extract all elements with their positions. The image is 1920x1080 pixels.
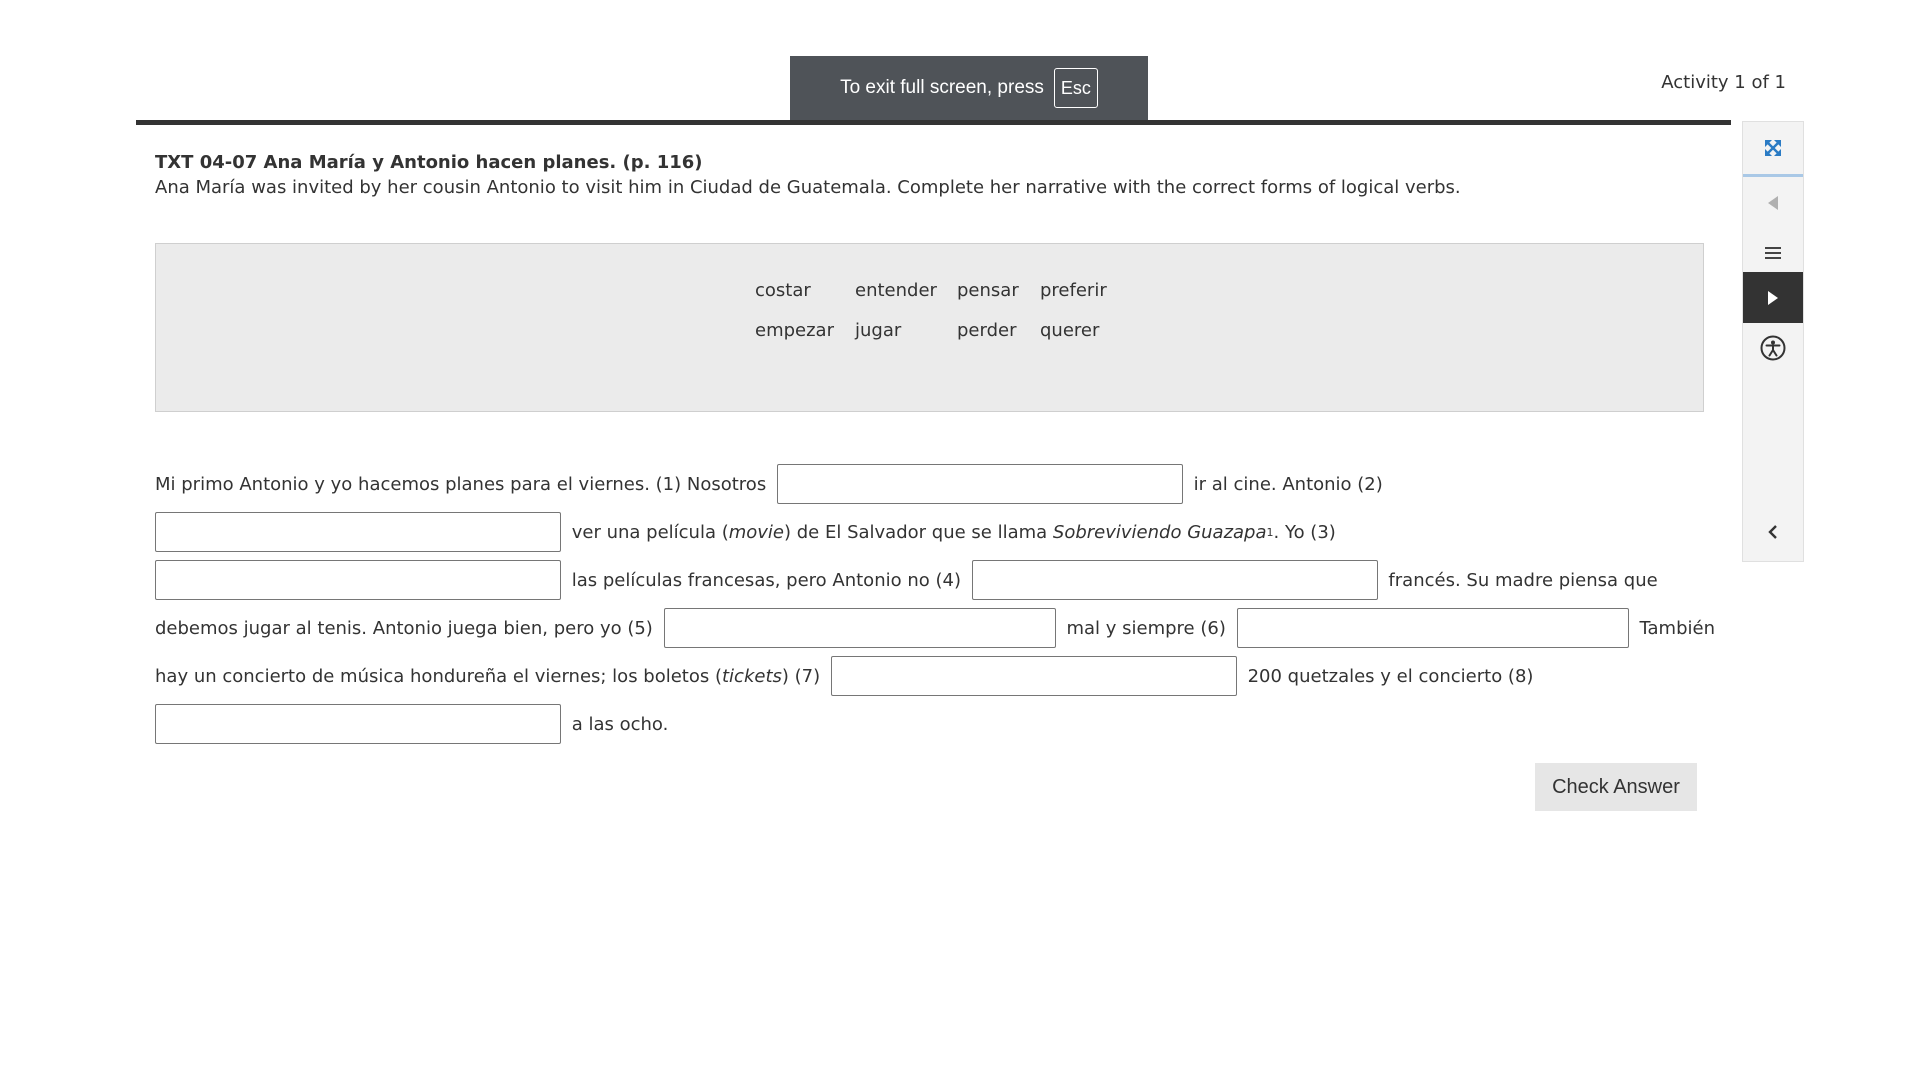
activity-counter: Activity 1 of 1 bbox=[1661, 72, 1786, 93]
passage-line bbox=[155, 700, 1715, 748]
check-answer-button[interactable]: Check Answer bbox=[1535, 763, 1697, 811]
word-bank bbox=[155, 243, 1704, 412]
previous-button[interactable] bbox=[1743, 178, 1803, 228]
passage-text: ver una película ( bbox=[566, 521, 729, 543]
passage-line bbox=[155, 652, 1715, 700]
passage-text: ) (7) bbox=[781, 665, 826, 687]
passage-text: . Yo (3) bbox=[1273, 521, 1336, 543]
side-toolbar bbox=[1742, 121, 1804, 562]
passage-text: También bbox=[1633, 617, 1715, 639]
passage-text: hay un concierto de música hondureña el viernes; los boletos ( bbox=[155, 665, 722, 687]
passage-text: francés. Su madre piensa que bbox=[1382, 569, 1658, 591]
collapse-button[interactable] bbox=[1743, 507, 1803, 557]
passage-text: las películas francesas, pero Antonio no (4) bbox=[566, 569, 967, 591]
accessibility-button[interactable] bbox=[1743, 323, 1803, 373]
activity-title: TXT 04-07 Ana María y Antonio hacen planes. (p. 116) bbox=[155, 152, 703, 173]
collapse-icon bbox=[1767, 524, 1779, 540]
answer-input-7[interactable] bbox=[831, 656, 1237, 696]
passage-text: 200 quetzales y el concierto (8) bbox=[1241, 665, 1534, 687]
passage-line bbox=[155, 604, 1715, 652]
fullscreen-toast bbox=[790, 56, 1148, 120]
passage-text: ir al cine. Antonio (2) bbox=[1187, 473, 1383, 495]
word-bank-item: jugar bbox=[855, 320, 902, 341]
passage-line bbox=[155, 460, 1715, 508]
passage-text: ) de El Salvador que se llama bbox=[784, 521, 1053, 543]
activity-instructions: Ana María was invited by her cousin Antonio to visit him in Ciudad de Guatemala. Complete her narrative with the correct forms of logical verbs. bbox=[155, 177, 1461, 198]
word-bank-item: preferir bbox=[1040, 280, 1107, 301]
answer-input-5[interactable] bbox=[664, 608, 1056, 648]
word-bank-item: costar bbox=[755, 280, 811, 301]
passage-line bbox=[155, 556, 1715, 604]
footnote-marker: 1 bbox=[1266, 525, 1274, 539]
passage-text: mal y siempre (6) bbox=[1060, 617, 1232, 639]
word-bank-item: pensar bbox=[957, 280, 1019, 301]
esc-key-badge: Esc bbox=[1054, 68, 1098, 108]
passage-text: Mi primo Antonio y yo hacemos planes para el viernes. (1) Nosotros bbox=[155, 473, 772, 495]
narrative-passage bbox=[155, 460, 1715, 748]
header-divider bbox=[136, 120, 1731, 125]
word-bank-item: entender bbox=[855, 280, 937, 301]
passage-text: a las ocho. bbox=[566, 713, 669, 735]
passage-text: debemos jugar al tenis. Antonio juega bien, pero yo (5) bbox=[155, 617, 659, 639]
answer-input-2[interactable] bbox=[155, 512, 561, 552]
next-button[interactable] bbox=[1743, 272, 1803, 323]
accessibility-icon bbox=[1760, 335, 1786, 361]
word-bank-item: perder bbox=[957, 320, 1017, 341]
answer-input-4[interactable] bbox=[972, 560, 1378, 600]
menu-icon bbox=[1764, 245, 1782, 261]
expand-icon bbox=[1763, 138, 1783, 158]
passage-italic-tickets: tickets bbox=[722, 665, 782, 687]
passage-italic-movie: movie bbox=[728, 521, 785, 543]
fullscreen-toast-message: To exit full screen, press bbox=[840, 77, 1044, 98]
previous-icon bbox=[1766, 195, 1780, 211]
answer-input-6[interactable] bbox=[1237, 608, 1629, 648]
menu-button[interactable] bbox=[1743, 228, 1803, 278]
word-bank-grid bbox=[755, 280, 1140, 341]
answer-input-1[interactable] bbox=[777, 464, 1183, 504]
expand-button[interactable] bbox=[1743, 122, 1803, 177]
word-bank-item: querer bbox=[1040, 320, 1100, 341]
answer-input-8[interactable] bbox=[155, 704, 561, 744]
word-bank-item: empezar bbox=[755, 320, 834, 341]
activity-header bbox=[155, 151, 1715, 201]
movie-title: Sobreviviendo Guazapa bbox=[1052, 521, 1267, 543]
answer-input-3[interactable] bbox=[155, 560, 561, 600]
passage-line bbox=[155, 508, 1715, 556]
next-icon bbox=[1766, 290, 1780, 306]
